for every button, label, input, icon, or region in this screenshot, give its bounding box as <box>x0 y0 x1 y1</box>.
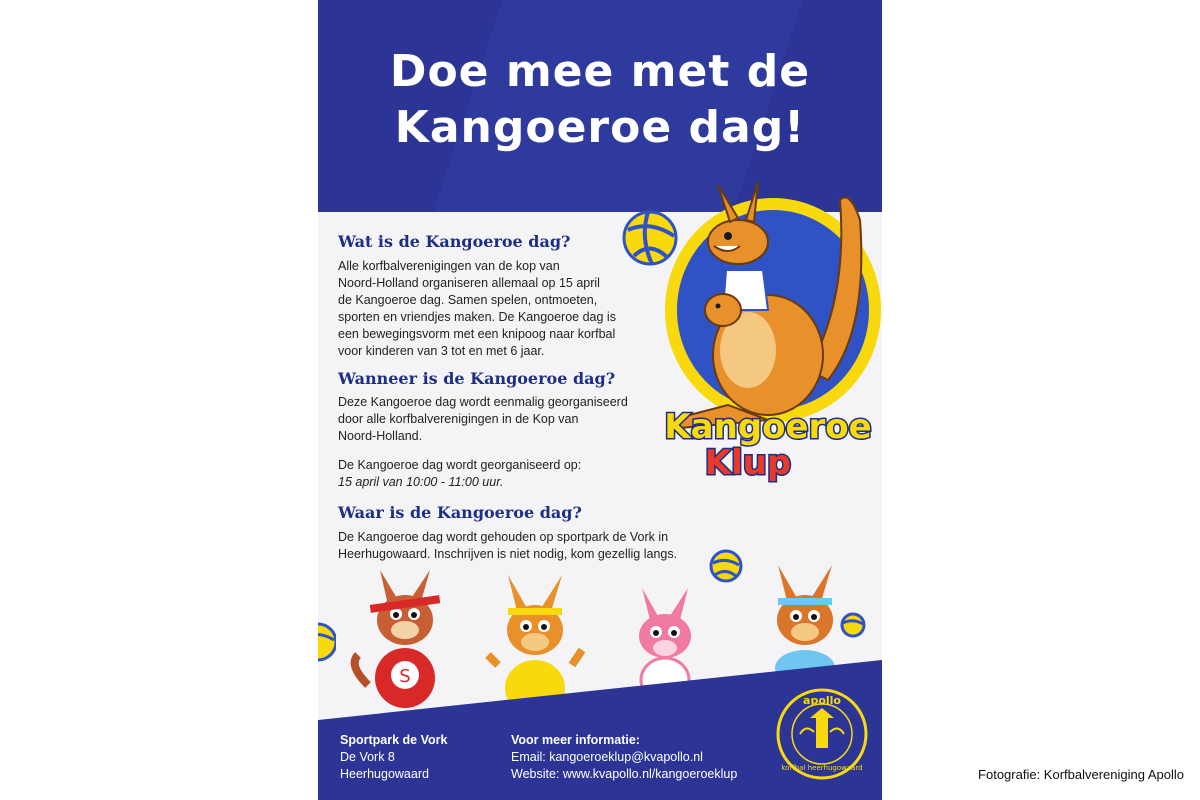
title-line-1: Doe mee met de <box>389 46 811 97</box>
text-line: De Kangoeroe dag wordt gehouden op sportpark de Vork in <box>338 530 669 544</box>
kangoeroe-klup-logo <box>618 180 882 500</box>
logo-word-kangoeroe: Kangoeroe <box>664 407 872 447</box>
text-line: Noord-Holland. <box>338 429 423 443</box>
shirt-letter: S <box>399 666 411 687</box>
text-line: Deze Kangoeroe dag wordt eenmalig georganiseerd <box>338 395 628 409</box>
logo-word-klup: Klup <box>704 443 792 483</box>
info-title: Voor meer informatie: <box>511 733 640 747</box>
text-line: Alle korfbalverenigingen van de kop van <box>338 259 560 273</box>
poster-title <box>318 44 882 156</box>
text-line: sporten en vriendjes maken. De Kangoeroe dag is <box>338 310 616 324</box>
footer-info <box>511 732 737 783</box>
section-heading-what: Wat is de Kangoeroe dag? <box>338 232 571 251</box>
korfball-icon <box>318 620 336 664</box>
section-text-when <box>338 394 638 491</box>
footer-location <box>340 732 447 783</box>
text-line: door alle korfbalverenigingen in de Kop van <box>338 412 579 426</box>
text-line: Heerhugowaard. Inschrijven is niet nodig, kom gezellig langs. <box>338 547 678 561</box>
text-line: Noord-Holland organiseren allemaal op 15 april <box>338 276 600 290</box>
text-line: de Kangoeroe dag. Samen spelen, ontmoeten, <box>338 293 598 307</box>
location-title: Sportpark de Vork <box>340 733 448 747</box>
text-line: voor kinderen van 3 tot en met 6 jaar. <box>338 344 545 358</box>
apollo-seal-logo <box>776 688 868 780</box>
seal-bottom-text: korfbal heerhugowaard <box>781 764 863 772</box>
title-line-2: Kangoeroe dag! <box>394 102 806 153</box>
section-text-where <box>338 529 718 563</box>
address-line: De Vork 8 <box>340 750 395 764</box>
section-heading-when: Wanneer is de Kangoeroe dag? <box>338 369 616 388</box>
section-text-what <box>338 258 638 360</box>
photo-credit: Fotografie: Korfbalvereniging Apollo <box>978 767 1184 782</box>
date-line: 15 april van 10:00 - 11:00 uur. <box>338 475 504 489</box>
email-line[interactable]: Email: kangoeroeklup@kvapollo.nl <box>511 750 703 764</box>
address-line: Heerhugowaard <box>340 767 429 781</box>
website-line[interactable]: Website: www.kvapollo.nl/kangoeroeklup <box>511 767 738 781</box>
text-line: De Kangoeroe dag wordt georganiseerd op: <box>338 458 582 472</box>
seal-top-text: apollo <box>803 694 841 707</box>
text-line: een bewegingsvorm met een knipoog naar korfbal <box>338 327 616 341</box>
section-heading-where: Waar is de Kangoeroe dag? <box>338 503 582 522</box>
poster <box>318 0 882 800</box>
